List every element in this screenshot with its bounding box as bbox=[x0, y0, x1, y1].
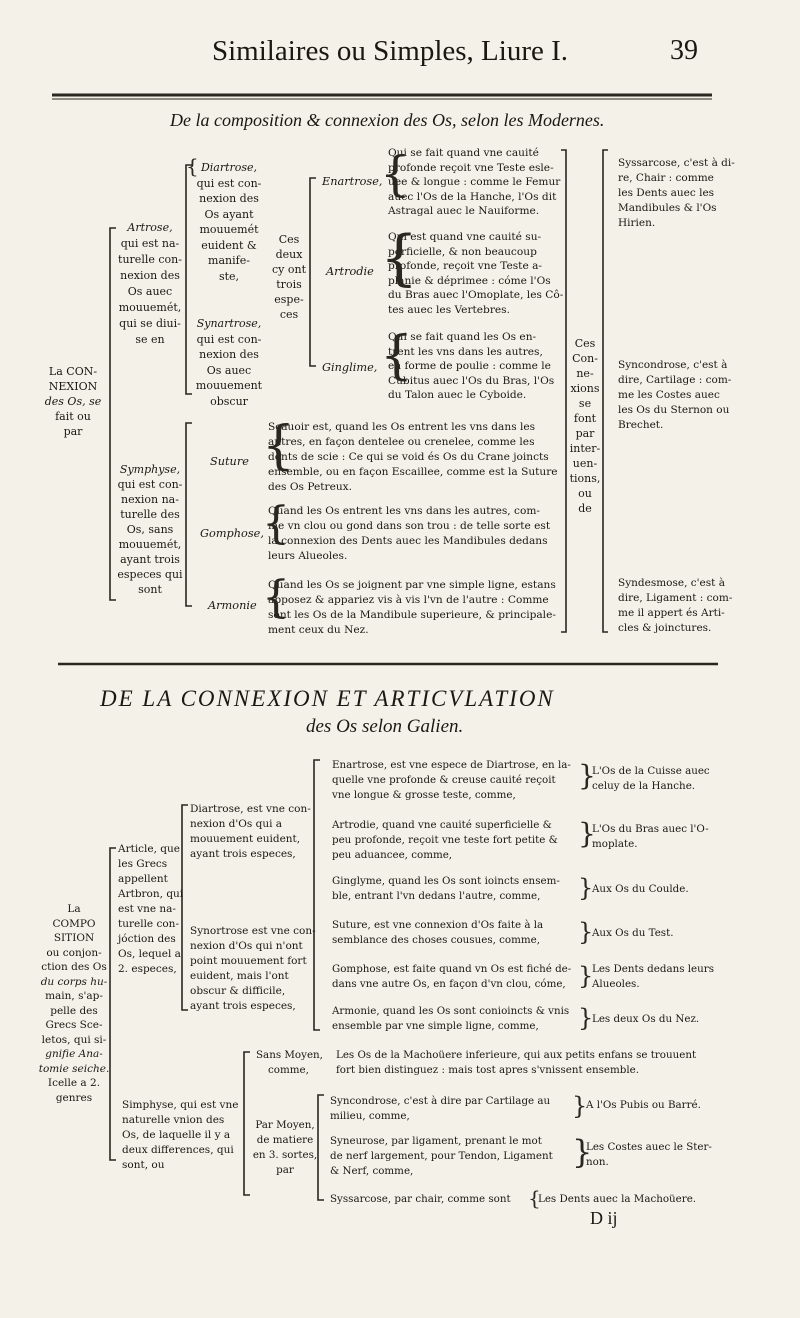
root-line: des Os, se bbox=[44, 395, 102, 408]
armonie-desc: Quand les Os se joignent par vne simple ligne, estans apposez & appariez vis à vis l'vn de l'autre : Comme sont les Os de la Mandibule superieure, & principale- ment ceux du Nez. bbox=[268, 579, 556, 636]
syssarcose2-example: Les Dents auec la Machoüere. bbox=[538, 1193, 697, 1205]
article-block: Article, que les Grecs appellent Artbron, qui est vne na- turelle con- jóction des Os, lequel a 2. especes, bbox=[118, 843, 184, 975]
page-number: 39 bbox=[670, 35, 698, 66]
root-line: par bbox=[63, 425, 83, 438]
brace-glyph: } bbox=[578, 817, 596, 850]
brace-glyph: { bbox=[186, 154, 199, 178]
enartrose2-example: L'Os de la Cuisse auec celuy de la Hanche. bbox=[592, 765, 710, 792]
syncondrose2-desc: Syncondrose, c'est à dire par Cartilage au milieu, comme, bbox=[330, 1095, 551, 1122]
syncondrose-block: Syncondrose, c'est à dire, Cartilage : com- me les Costes auec les Os du Sternon ou Brechet. bbox=[618, 359, 732, 431]
artrodie-desc: Qui est quand vne cauité su- perficielle, & non beaucoup profonde, reçoit vne Teste a- planie & déprimee : cóme l'Os du Bras auec l'Omoplate, les Cô- tes auec les Vertebres. bbox=[388, 231, 564, 316]
gomphose2-example: Les Dents dedans leurs Alueoles. bbox=[592, 963, 714, 990]
synortrose-block: Synortrose est vne con- nexion d'Os qui n'ont point mouuement fort euident, mais l'ont obscur & difficile, ayant trois especes, bbox=[190, 925, 316, 1012]
suture-label: Suture bbox=[210, 455, 249, 468]
syneurose-example: Les Costes auec le Ster- non. bbox=[586, 1141, 712, 1168]
signature-mark: D ij bbox=[590, 1208, 618, 1228]
ces-deux-block: Ces deux cy ont trois espe- ces bbox=[272, 233, 306, 321]
syndesmose-block: Syndesmose, c'est à dire, Ligament : com- me il appert és Arti- cles & joinctures. bbox=[618, 577, 733, 634]
brace-glyph: { bbox=[262, 416, 296, 476]
ginglyme2-example: Aux Os du Coulde. bbox=[592, 883, 689, 895]
enartrose-desc: Qui se fait quand vne cauité profonde reçoit vne Teste esle- uee & longue : comme le Femur auec l'Os de la Hanche, l'Os dit Astragal auec le Nauiforme. bbox=[388, 147, 561, 217]
artrose-block: Artrose, qui est na- turelle con- nexion des Os auec mouuemét, qui se diui- se en bbox=[118, 221, 182, 346]
section2-subtitle: des Os selon Galien. bbox=[306, 716, 464, 737]
root-line: NEXION bbox=[48, 380, 98, 393]
brace-glyph: } bbox=[578, 962, 594, 990]
brace-glyph: { bbox=[262, 498, 290, 549]
gomphose2-desc: Gomphose, est faite quand vn Os est fiché de- dans vne autre Os, en façon d'vn clou, cóme, bbox=[332, 963, 572, 990]
enartrose-label: Enartrose, bbox=[322, 175, 383, 188]
brace-glyph: { bbox=[380, 146, 411, 202]
suture2-example: Aux Os du Test. bbox=[592, 927, 674, 939]
diartrose-block: Diartrose, qui est con- nexion des Os ayant mouuemét euident & manife- ste, bbox=[196, 161, 262, 283]
artrodie2-example: L'Os du Bras auec l'O- moplate. bbox=[592, 823, 709, 850]
section1-title: De la composition & connexion des Os, selon les Modernes. bbox=[170, 110, 605, 130]
brace-glyph: } bbox=[578, 874, 594, 902]
symphyse-block: Symphyse, qui est con- nexion na- turelle des Os, sans mouuemét, ayant trois especes qui sont bbox=[117, 463, 183, 596]
artrodie-label: Artrodie bbox=[326, 265, 374, 278]
syncondrose2-example: A l'Os Pubis ou Barré. bbox=[586, 1099, 701, 1111]
brace-glyph: } bbox=[578, 918, 594, 946]
brace-glyph: { bbox=[380, 326, 414, 386]
brace-glyph: } bbox=[578, 1004, 594, 1032]
suture-desc: Sçauoir est, quand les Os entrent les vns dans les autres, en façon dentelee ou crenelee, comme les dents de scie : Ce qui se void és Os du Crane joincts ensemble, ou en façon Escaillee, comme est la Suture des Os Petreux. bbox=[268, 421, 558, 493]
root-line: La CON- bbox=[48, 365, 98, 378]
ginglime-desc: Qui se fait quand les Os en- trent les vns dans les autres, en forme de poulie : comme le Cubitus auec l'Os du Bras, l'Os du Talon auec le Cyboide. bbox=[388, 331, 555, 401]
root-line: fait ou bbox=[55, 410, 91, 423]
syssarcose2-desc: Syssarcose, par chair, comme sont bbox=[330, 1193, 511, 1205]
section2-title: DE LA CONNEXION ET ARTICVLATION bbox=[100, 686, 555, 711]
ginglyme2-desc: Ginglyme, quand les Os sont ioincts ensem- ble, entrant l'vn dedans l'autre, comme, bbox=[332, 875, 560, 902]
syssarcose-block: Syssarcose, c'est à di- re, Chair : comme les Dents auec les Mandibules & l'Os Hirien. bbox=[618, 157, 735, 229]
suture2-desc: Suture, est vne connexion d'Os faite à la semblance des choses cousues, comme, bbox=[332, 919, 544, 946]
sans-moyen-label: Sans Moyen, comme, bbox=[256, 1049, 323, 1076]
brace-glyph: { bbox=[380, 223, 419, 293]
sans-moyen-desc: Les Os de la Machoüere inferieure, qui aux petits enfans se trouuent fort bien distinguez : mais tost apres s'vnissent ensemble. bbox=[336, 1049, 697, 1076]
ginglime-label: Ginglime, bbox=[322, 361, 378, 374]
page-running-title: Similaires ou Simples, Liure I. bbox=[212, 35, 569, 67]
synartrose-block: Synartrose, qui est con- nexion des Os auec mouuement obscur bbox=[195, 317, 263, 408]
artrodie2-desc: Artrodie, quand vne cauité superficielle & peu profonde, reçoit vne teste fort petite & peu aduancee, comme, bbox=[332, 819, 558, 861]
enartrose2-desc: Enartrose, est vne espece de Diartrose, en la- quelle vne profonde & creuse cauité reçoit vne longue & grosse teste, comme, bbox=[332, 759, 571, 801]
armonie-label: Armonie bbox=[208, 599, 257, 612]
armonie2-desc: Armonie, quand les Os sont conioincts & vnis ensemble par vne simple ligne, comme, bbox=[332, 1005, 570, 1032]
brace-glyph: { bbox=[262, 572, 290, 623]
section2-root: La COMPO SITION ou conjon- ction des Os du corps hu- main, s'ap- pelle des Grecs Sce- letos, qui si- gnifie Ana- tomie seiche. Icelle a 2. genres bbox=[38, 903, 110, 1104]
diartrose2-block: Diartrose, est vne con- nexion d'Os qui a mouuement euident, ayant trois especes, bbox=[190, 803, 311, 860]
brace-glyph: } bbox=[572, 1092, 588, 1120]
brace-glyph: } bbox=[578, 759, 596, 792]
gomphose-label: Gomphose, bbox=[200, 527, 264, 540]
simphyse-block: Simphyse, qui est vne naturelle vnion des Os, de laquelle il y a deux differences, qui sont, ou bbox=[122, 1099, 239, 1171]
brace-glyph: } bbox=[572, 1133, 593, 1171]
section1-root bbox=[38, 364, 108, 439]
par-moyen-label: Par Moyen, de matiere en 3. sortes, par bbox=[252, 1119, 318, 1176]
gomphose-desc: Quand les Os entrent les vns dans les autres, com- me vn clou ou gond dans son trou : de telle sorte est la connexion des Dents auec les Mandibules dedans leurs Alueoles. bbox=[268, 505, 551, 562]
brace-glyph: { bbox=[528, 1186, 541, 1210]
armonie2-example: Les deux Os du Nez. bbox=[592, 1013, 700, 1025]
syneurose-desc: Syneurose, par ligament, prenant le mot de nerf largement, pour Tendon, Ligament & Nerf, comme, bbox=[330, 1135, 553, 1177]
ces-connexions-block: Ces Con- ne- xions se font par inter- uen- tions, ou de bbox=[569, 337, 601, 515]
